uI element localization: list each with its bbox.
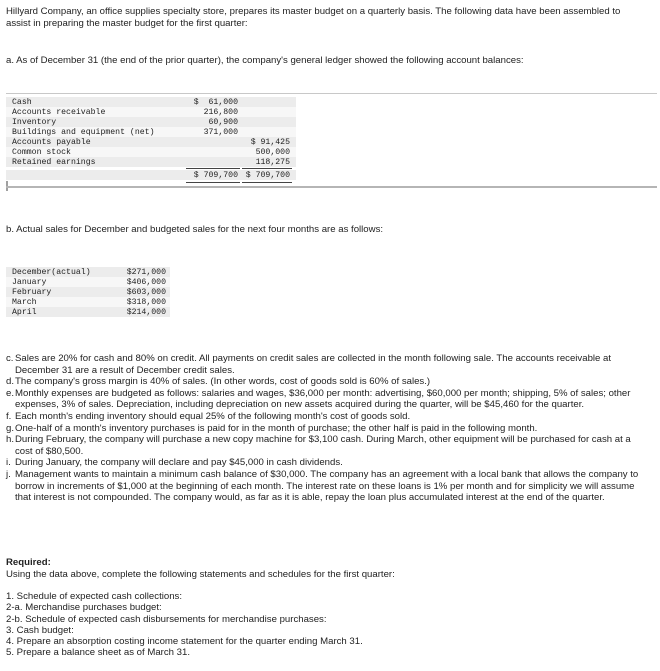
list-item: f. Each month's ending inventory should equal 25% of the following month's cost of goods sold. (6, 410, 411, 422)
intro-paragraph: Hillyard Company, an office supplies specialty store, prepares its master budget on a quarterly basis. The following data have been assembled to assist in preparing the master budget for the first quarter: (6, 6, 621, 29)
part-b-heading: b. Actual sales for December and budgeted sales for the next four months are as follows: (6, 224, 384, 235)
ledger-account-name: Cash (12, 98, 32, 107)
sales-amount: $271,000 (126, 268, 166, 277)
list-item: h. During February, the company will purchase a new copy machine for $3,100 cash. During March, other equipment will be purchased for cash at a cost of $80,500. (6, 434, 631, 457)
sales-table (6, 258, 176, 323)
ledger-debit: 60,900 (208, 118, 238, 127)
required-task: 4. Prepare an absorption costing income statement for the quarter ending March 31. (6, 636, 363, 648)
ledger-top-rule (6, 93, 657, 94)
total-rule (242, 168, 292, 169)
part-a-heading: a. As of December 31 (the end of the prior quarter), the company's general ledger showed the following account balances: (6, 55, 524, 66)
ledger-account-name: Inventory (12, 118, 57, 127)
ledger-account-name: Retained earnings (12, 158, 96, 167)
ledger-account-name: Common stock (12, 148, 71, 157)
sales-month: January (12, 278, 47, 287)
sales-month: March (12, 298, 37, 307)
ledger-scroll-band (6, 186, 657, 188)
required-task: 5. Prepare a balance sheet as of March 31. (6, 647, 190, 659)
ledger-account-name: Accounts payable (12, 138, 91, 147)
list-item: e. Monthly expenses are budgeted as follows: salaries and wages, $36,000 per month: advertising, $60,000 per month; shipping, 5% of sales; other expenses, 3% of sales. Depreciation, including depreciation on new assets acquired during the quarter, will be $45,460 for the quarter. (6, 387, 631, 411)
required-task: 2-b. Schedule of expected cash disbursements for merchandise purchases: (6, 613, 327, 625)
total-double-rule (186, 182, 240, 183)
sales-amount: $603,000 (126, 288, 166, 297)
ledger-total-credit: $ 709,700 (245, 171, 290, 180)
ledger-total-debit: $ 709,700 (193, 171, 238, 180)
ledger-debit: 216,800 (203, 108, 238, 117)
sales-month: December(actual) (12, 268, 91, 277)
ledger-debit: 371,000 (203, 128, 238, 137)
list-item: c. Sales are 20% for cash and 80% on credit. All payments on credit sales are collected in the month following sale. The accounts receivable at December 31 are a result of December credit sales. (6, 353, 612, 376)
list-item: j. Management wants to maintain a minimum cash balance of $30,000. The company has an agreement with a local bank that allows the company to borrow in increments of $1,000 at the beginning of each month. The interest rate on these loans is 1% per month and for simplicity we will assume that interest is not compounded. The company would, as far as it is able, repay the loan plus accumulated interest at the end of the quarter. (6, 468, 639, 504)
required-task-list (6, 591, 646, 659)
list-item: g. One-half of a month's inventory purchases is paid for in the month of purchase; the other half is paid in the following month. (6, 422, 538, 434)
sales-month: April (12, 308, 37, 317)
required-instruction: Using the data above, complete the following statements and schedules for the first quarter: (6, 569, 395, 580)
ledger-credit: $ 91,425 (250, 138, 290, 147)
list-item: d. The company's gross margin is 40% of sales. (In other words, cost of goods sold is 60% of sales.) (6, 376, 431, 388)
required-task: 3. Cash budget: (6, 624, 74, 636)
total-rule (186, 168, 240, 169)
assumptions-list (6, 353, 646, 504)
sales-amount: $214,000 (126, 308, 166, 317)
ledger-table (6, 93, 657, 195)
required-task: 2-a. Merchandise purchases budget: (6, 602, 162, 614)
sales-amount: $406,000 (126, 278, 166, 287)
required-heading: Required: (6, 557, 51, 568)
sales-amount: $318,000 (126, 298, 166, 307)
ledger-account-name: Buildings and equipment (net) (12, 128, 155, 137)
total-double-rule (242, 182, 292, 183)
ledger-account-name: Accounts receivable (12, 108, 106, 117)
ledger-credit: 118,275 (255, 158, 290, 167)
required-task: 1. Schedule of expected cash collections: (6, 591, 182, 602)
ledger-debit: $ 61,000 (193, 98, 238, 107)
sales-month: February (12, 288, 52, 297)
ledger-credit: 500,000 (255, 148, 290, 157)
list-item: i. During January, the company will declare and pay $45,000 in cash dividends. (6, 457, 343, 469)
required-section (6, 557, 646, 659)
